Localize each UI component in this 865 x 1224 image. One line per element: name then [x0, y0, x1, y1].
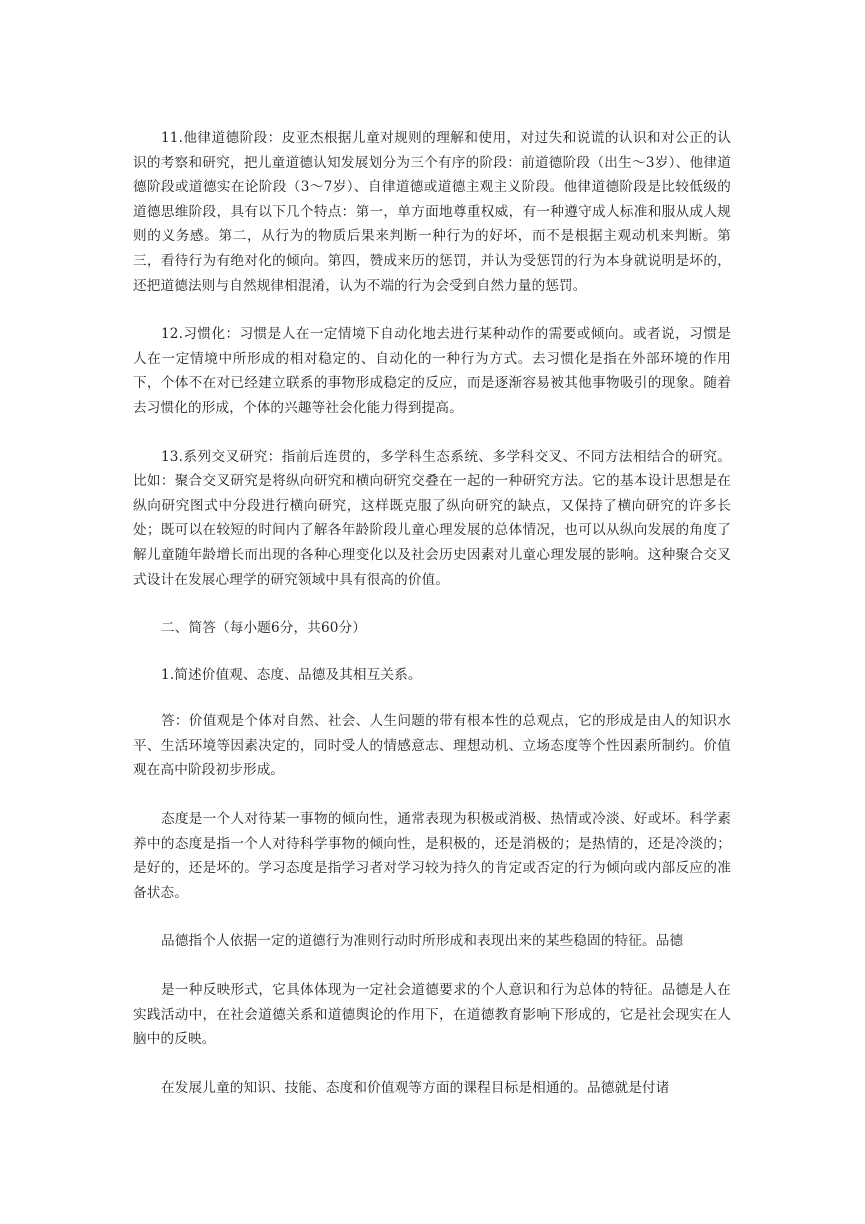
paragraph-attitude: 态度是一个人对待某一事物的倾向性，通常表现为积极或消极、热情或冷淡、好或坏。科学素养中的态度是指一个人对待科学事物的倾向性，是积极的，还是消极的；是热情的，还是冷淡的；是好的，还是坏的。学习态度是指学习者对学习较为持久的肯定或否定的行为倾向或内部反应的准备状态。	[133, 811, 731, 901]
answer-values: 答：价值观是个体对自然、社会、人生问题的带有根本性的总观点，它的形成是由人的知识水平、生活环境等因素决定的，同时受人的情感意志、理想动机、立场态度等个性因素所制约。价值观在高中阶段初步形成。	[133, 713, 731, 779]
document-body	[133, 126, 731, 1124]
paragraph-morality-reflection: 是一种反映形式，它具体体现为一定社会道德要求的个人意识和行为总体的特征。品德是人在实践活动中，在社会道德关系和道德舆论的作用下，在道德教育影响下形成的，它是社会现实在人脑中的反映。	[133, 982, 731, 1048]
paragraph-cross-sequential-research: 13.系列交叉研究：指前后连贯的，多学科生态系统、多学科交叉、不同方法相结合的研究。比如：聚合交叉研究是将纵向研究和横向研究交叠在一起的一种研究方法。它的基本设计思想是在纵向研究图式中分段进行横向研究，这样既克服了纵向研究的缺点，又保持了横向研究的许多长处；既可以在较短的时间内了解各年龄阶段儿童心理发展的总体情况，也可以从纵向发展的角度了解儿童随年龄增长而出现的各种心理变化以及社会历史因素对儿童心理发展的影响。这种聚合交叉式设计在发展心理学的研究领域中具有很高的价值。	[133, 448, 731, 588]
paragraph-curriculum-goals: 在发展儿童的知识、技能、态度和价值观等方面的课程目标是相通的。品德就是付诸	[161, 1079, 670, 1096]
paragraph-habituation: 12.习惯化：习惯是人在一定情境下自动化地去进行某种动作的需要或倾向。或者说，习惯是人在一定情境中所形成的相对稳定的、自动化的一种行为方式。去习惯化是指在外部环境的作用下，个体不在对已经建立联系的事物形成稳定的反应，而是逐渐容易被其他事物吸引的现象。随着去习惯化的形成，个体的兴趣等社会化能力得到提高。	[133, 326, 731, 416]
question-1: 1.简述价值观、态度、品德及其相互关系。	[161, 666, 422, 683]
section-heading-short-answer: 二、简答（每小题6分，共60分）	[161, 620, 367, 637]
paragraph-heteronomous-morality: 11.他律道德阶段：皮亚杰根据儿童对规则的理解和使用，对过失和说谎的认识和对公正的认识的考察和研究，把儿童道德认知发展划分为三个有序的阶段：前道德阶段（出生～3岁）、他律道德阶段或道德实在论阶段（3～7岁）、自律道德或道德主观主义阶段。他律道德阶段是比较低级的道德思维阶段，具有以下几个特点：第一，单方面地尊重权威，有一种遵守成人标准和服从成人规则的义务感。第二，从行为的物质后果来判断一种行为的好坏，而不是根据主观动机来判断。第三，看待行为有绝对化的倾向。第四，赞成来历的惩罚，并认为受惩罚的行为本身就说明是坏的，还把道德法则与自然规律相混淆，认为不端的行为会受到自然力量的惩罚。	[133, 130, 731, 294]
paragraph-morality-definition: 品德指个人依据一定的道德行为准则行动时所形成和表现出来的某些稳固的特征。品德	[161, 933, 684, 950]
